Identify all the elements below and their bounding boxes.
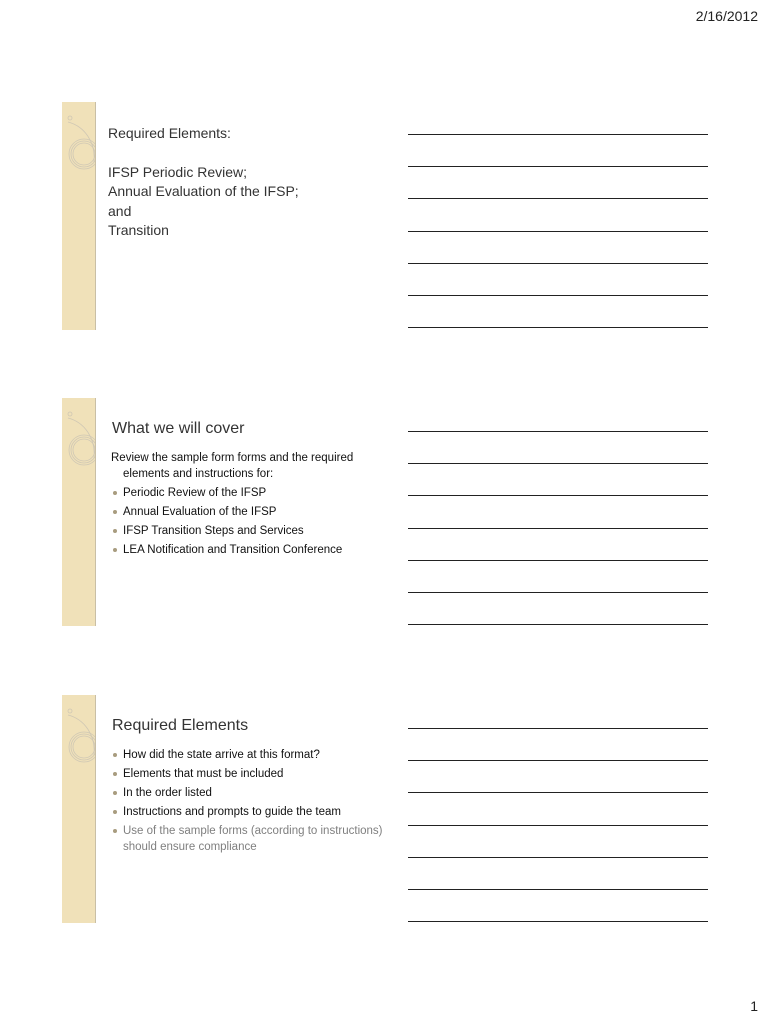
note-line: [408, 857, 708, 858]
title-line: Annual Evaluation of the IFSP;: [108, 183, 299, 199]
slide-3: [62, 695, 392, 923]
bullet-item: How did the state arrive at this format?: [111, 747, 386, 763]
print-date: 2/16/2012: [695, 8, 758, 24]
intro-text: Review the sample form forms and the required elements and instructions for:: [111, 452, 354, 480]
bullet-item: IFSP Transition Steps and Services: [111, 523, 386, 539]
note-line: [408, 263, 708, 264]
slide-1-title: [108, 124, 386, 241]
swirl-ornament-icon: [68, 412, 95, 465]
slide-decoration: [62, 398, 96, 626]
note-line: [408, 921, 708, 922]
bullet-item: Use of the sample forms (according to instructions) should ensure compliance: [111, 823, 386, 855]
slide-3-body: [108, 747, 386, 855]
note-line: [408, 431, 708, 432]
title-line: IFSP Periodic Review;: [108, 163, 248, 180]
slide-2-body: [108, 450, 386, 558]
bullet-item: Periodic Review of the IFSP: [111, 485, 386, 501]
title-line: and: [108, 202, 132, 219]
note-line: [408, 560, 708, 561]
title-line: Transition: [108, 222, 169, 238]
note-line: [408, 134, 708, 135]
note-line: [408, 792, 708, 793]
note-line: [408, 528, 708, 529]
note-line: [408, 825, 708, 826]
note-line: [408, 198, 708, 199]
note-line: [408, 463, 708, 464]
swirl-ornament-icon: [68, 116, 95, 169]
note-line: [408, 495, 708, 496]
bullet-item: Instructions and prompts to guide the team: [111, 804, 386, 820]
bullet-item: Elements that must be included: [111, 766, 386, 782]
note-line: [408, 166, 708, 167]
note-line: [408, 327, 708, 328]
bullet-item: LEA Notification and Transition Conference: [111, 542, 386, 558]
note-line: [408, 624, 708, 625]
title-line: Required Elements:: [108, 125, 231, 141]
swirl-ornament-icon: [68, 709, 95, 762]
note-line: [408, 728, 708, 729]
slide-decoration: [62, 102, 96, 330]
note-line: [408, 760, 708, 761]
note-line: [408, 295, 708, 296]
slide-2-title: What we will cover: [112, 420, 245, 437]
slide-2: [62, 398, 392, 626]
slide-1: [62, 102, 392, 330]
bullet-item: In the order listed: [111, 785, 386, 801]
slide-decoration: [62, 695, 96, 923]
note-line: [408, 231, 708, 232]
bullet-item: Annual Evaluation of the IFSP: [111, 504, 386, 520]
page-number: 1: [750, 998, 758, 1014]
slide-3-title: Required Elements: [112, 717, 249, 734]
note-line: [408, 889, 708, 890]
note-line: [408, 592, 708, 593]
